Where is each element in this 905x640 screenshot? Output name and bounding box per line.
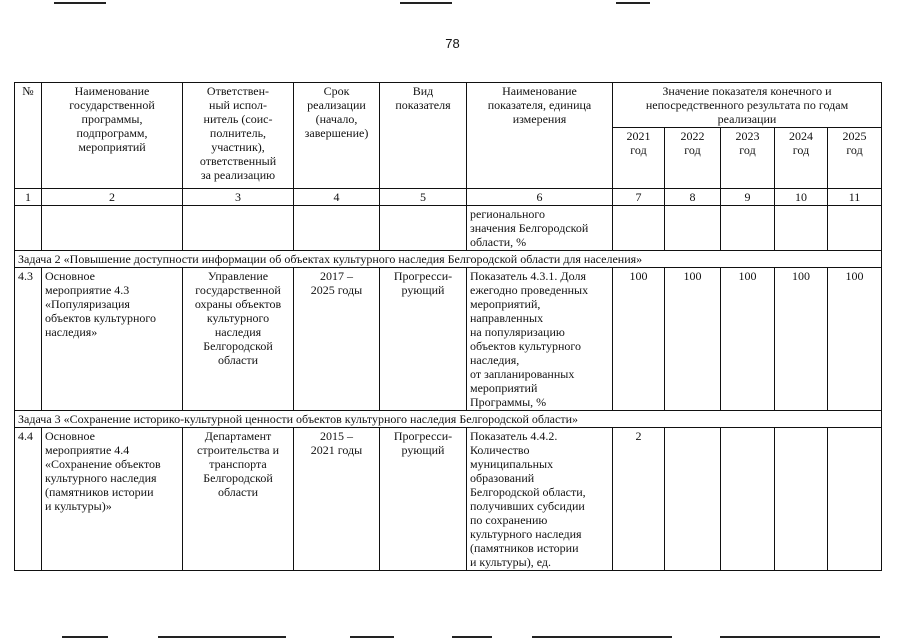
page-number: 78	[445, 36, 460, 51]
cell-empty	[380, 206, 467, 251]
header-year-2021: 2021 год	[613, 128, 665, 189]
header-year-2023: 2023 год	[721, 128, 775, 189]
column-number: 2	[42, 189, 183, 206]
cell-program: Основное мероприятие 4.3 «Популяризация объектов культурного наследия»	[42, 268, 183, 411]
scan-mark	[720, 636, 880, 638]
cell-empty	[721, 206, 775, 251]
column-number: 6	[467, 189, 613, 206]
cell-indicator-name: Показатель 4.4.2. Количество муниципальных образований Белгородской области, получивших субсидии по сохранению культурного наследия (памятников истории и культуры), ед.	[467, 428, 613, 571]
table-row-4-4	[15, 428, 882, 571]
cell-value-2025: 100	[828, 268, 882, 411]
cell-value-2021: 100	[613, 268, 665, 411]
scan-mark	[62, 636, 108, 638]
column-numbers-row	[15, 189, 882, 206]
cell-value-2024	[775, 428, 828, 571]
header-number: №	[15, 83, 42, 189]
cell-empty	[613, 206, 665, 251]
column-number: 1	[15, 189, 42, 206]
cell-indicator-type: Прогресси- рующий	[380, 428, 467, 571]
cell-responsible: Департамент строительства и транспорта Белгородской области	[183, 428, 294, 571]
cell-empty	[15, 206, 42, 251]
cell-program: Основное мероприятие 4.4 «Сохранение объектов культурного наследия (памятников истории и культуры)»	[42, 428, 183, 571]
indicators-table	[14, 82, 882, 571]
task-3-row	[15, 411, 882, 428]
cell-value-2023	[721, 428, 775, 571]
cell-indicator-type: Прогресси- рующий	[380, 268, 467, 411]
scan-mark	[400, 2, 452, 4]
scan-mark	[616, 2, 650, 4]
cell-empty	[294, 206, 380, 251]
task-2-heading: Задача 2 «Повышение доступности информации об объектах культурного наследия Белгородской области для населения»	[15, 251, 882, 268]
column-number: 7	[613, 189, 665, 206]
header-values-group: Значение показателя конечного и непосредственного результата по годам реализации	[613, 83, 882, 128]
cell-indicator-continuation: регионального значения Белгородской области, %	[467, 206, 613, 251]
scan-mark	[350, 636, 394, 638]
cell-empty	[183, 206, 294, 251]
cell-value-2025	[828, 428, 882, 571]
header-indicator-name: Наименование показателя, единица измерения	[467, 83, 613, 189]
cell-empty	[42, 206, 183, 251]
cell-row-number: 4.3	[15, 268, 42, 411]
column-number: 10	[775, 189, 828, 206]
cell-value-2021: 2	[613, 428, 665, 571]
cell-value-2024: 100	[775, 268, 828, 411]
column-number: 9	[721, 189, 775, 206]
header-indicator-type: Вид показателя	[380, 83, 467, 189]
cell-value-2022	[665, 428, 721, 571]
cell-empty	[665, 206, 721, 251]
column-number: 3	[183, 189, 294, 206]
task-3-heading: Задача 3 «Сохранение историко-культурной ценности объектов культурного наследия Белгородской области»	[15, 411, 882, 428]
header-responsible: Ответствен- ный испол- нитель (соис- полнитель, участник), ответственный за реализацию	[183, 83, 294, 189]
table-row	[15, 206, 882, 251]
scan-mark	[532, 636, 672, 638]
cell-value-2022: 100	[665, 268, 721, 411]
header-year-2025: 2025 год	[828, 128, 882, 189]
scan-mark	[452, 636, 492, 638]
header-program: Наименование государственной программы, подпрограмм, мероприятий	[42, 83, 183, 189]
column-number: 11	[828, 189, 882, 206]
cell-term: 2015 – 2021 годы	[294, 428, 380, 571]
cell-empty	[775, 206, 828, 251]
column-number: 5	[380, 189, 467, 206]
header-term: Срок реализации (начало, завершение)	[294, 83, 380, 189]
cell-term: 2017 – 2025 годы	[294, 268, 380, 411]
cell-responsible: Управление государственной охраны объектов культурного наследия Белгородской области	[183, 268, 294, 411]
header-year-2022: 2022 год	[665, 128, 721, 189]
scan-mark	[54, 2, 106, 4]
table-row-4-3	[15, 268, 882, 411]
column-number: 4	[294, 189, 380, 206]
cell-indicator-name: Показатель 4.3.1. Доля ежегодно проведенных мероприятий, направленных на популяризацию объектов культурного наследия, от запланированных мероприятий Программы, %	[467, 268, 613, 411]
cell-row-number: 4.4	[15, 428, 42, 571]
header-year-2024: 2024 год	[775, 128, 828, 189]
cell-value-2023: 100	[721, 268, 775, 411]
scan-mark	[158, 636, 286, 638]
cell-empty	[828, 206, 882, 251]
column-number: 8	[665, 189, 721, 206]
task-2-row	[15, 251, 882, 268]
